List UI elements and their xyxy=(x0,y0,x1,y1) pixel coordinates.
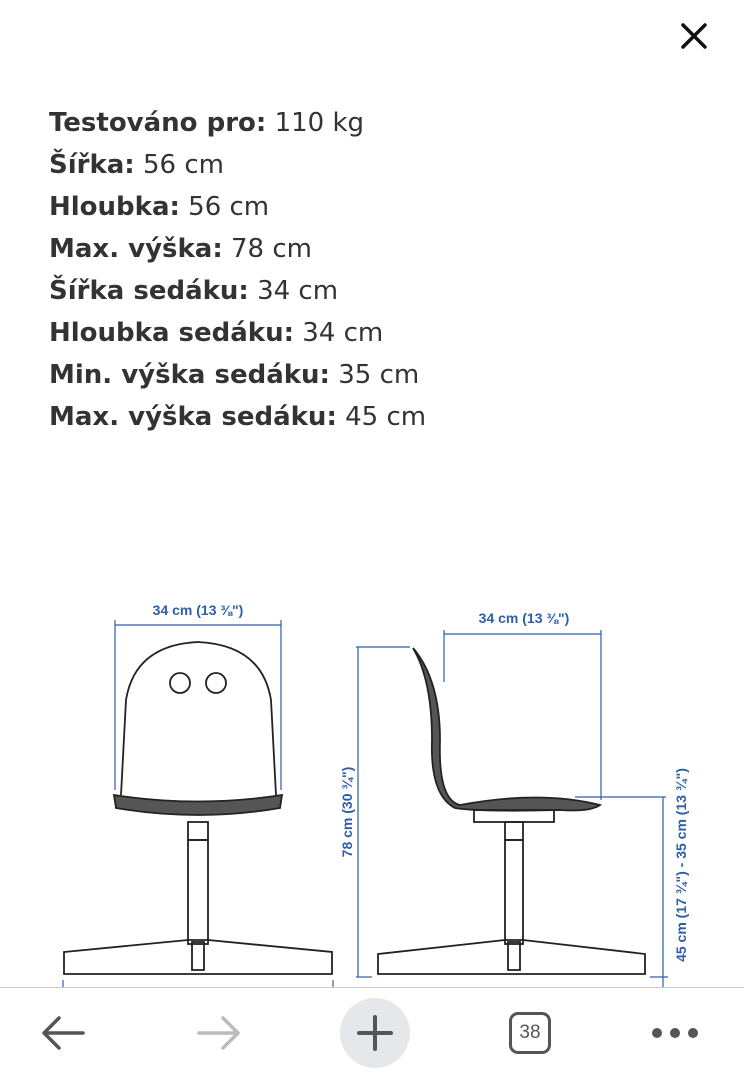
side-depth-label: 34 cm (13 ⅜") xyxy=(478,610,570,626)
new-tab-button[interactable] xyxy=(338,988,412,1078)
close-button[interactable] xyxy=(676,18,712,54)
side-chair-drawing xyxy=(378,648,645,974)
spec-value: 56 cm xyxy=(142,150,224,180)
spec-value: 45 cm xyxy=(345,402,427,432)
back-button[interactable] xyxy=(30,988,96,1078)
spec-value: 34 cm xyxy=(302,318,384,348)
spec-label: Šířka sedáku: xyxy=(49,276,249,306)
spec-min-seat-height xyxy=(49,354,426,396)
more-icon xyxy=(650,1026,700,1040)
spec-value: 78 cm xyxy=(231,234,312,264)
spec-max-height xyxy=(49,228,426,270)
spec-max-seat-height xyxy=(49,396,426,438)
spec-value: 110 kg xyxy=(274,108,365,138)
spec-seat-depth xyxy=(49,312,426,354)
spec-label: Max. výška: xyxy=(49,234,223,264)
spec-tested-for xyxy=(49,102,426,144)
spec-label: Hloubka: xyxy=(49,192,180,222)
seat-height-label: 45 cm (17 ¾") - 35 cm (13 ¾") xyxy=(673,768,689,962)
spec-value: 56 cm xyxy=(188,192,270,222)
tab-count: 38 xyxy=(509,1012,551,1054)
spec-value: 35 cm xyxy=(338,360,420,390)
forward-button[interactable] xyxy=(186,988,252,1078)
spec-label: Max. výška sedáku: xyxy=(49,402,337,432)
dimension-diagram xyxy=(0,590,744,987)
total-height-label: 78 cm (30 ¾") xyxy=(339,766,355,858)
menu-button[interactable] xyxy=(640,988,710,1078)
spec-label: Min. výška sedáku: xyxy=(49,360,330,390)
browser-bottom-bar xyxy=(0,987,744,1078)
front-chair-drawing xyxy=(64,642,332,974)
plus-icon xyxy=(356,1014,394,1052)
arrow-right-icon xyxy=(195,1013,243,1053)
close-icon xyxy=(676,18,712,54)
spec-seat-width xyxy=(49,270,426,312)
spec-list xyxy=(49,102,426,438)
front-width-label: 34 cm (13 ⅜") xyxy=(152,602,244,618)
arrow-left-icon xyxy=(39,1013,87,1053)
spec-label: Testováno pro: xyxy=(49,108,267,138)
spec-label: Hloubka sedáku: xyxy=(49,318,295,348)
tabs-button[interactable] xyxy=(500,988,560,1078)
spec-width xyxy=(49,144,426,186)
spec-value: 34 cm xyxy=(257,276,339,306)
spec-depth xyxy=(49,186,426,228)
spec-label: Šířka: xyxy=(49,150,135,180)
